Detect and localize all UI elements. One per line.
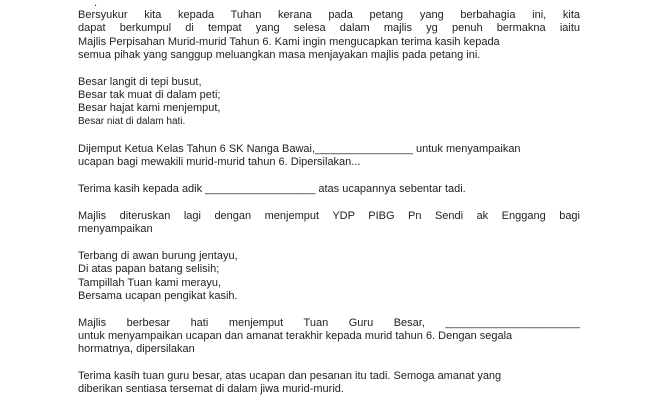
pantun-line: Terbang di awan burung jentayu, [78,250,238,262]
paragraph-line: semua pihak yang sanggup meluangkan masa menjayakan majlis pada petang ini. [78,49,481,61]
paragraph-line: Majlis diteruskan lagi dengan menjemput YDP PIBG Pn Sendi ak Enggang bagi [78,210,580,222]
paragraph-line: diberikan sentiasa tersemat di dalam jiwa murid-murid. [78,383,344,395]
pantun-line: Besar niat di dalam hati. [78,116,186,127]
paragraph-line: ucapan bagi mewakili murid-murid tahun 6. Dipersilakan... [78,156,361,168]
pantun-line: Besar hajat kami menjemput, [78,102,221,114]
paragraph-line: Dijemput Ketua Kelas Tahun 6 SK Nanga Bawai,________________ untuk menyampaikan [78,143,521,155]
pantun-line: Besar tak muat di dalam peti; [78,89,221,101]
paragraph-line: dapat berkumpul di tempat yang selesa dalam majlis yg penuh bermakna iaitu [78,22,580,34]
pantun-line: Bersama ucapan pengikat kasih. [78,290,238,302]
paragraph-line: Terima kasih kepada adik __________________ atas ucapannya sebentar tadi. [78,183,466,195]
pantun-line: Di atas papan batang selisih; [78,263,220,275]
leading-dot: . [94,0,98,9]
pantun-line: Tampillah Tuan kami merayu, [78,277,222,289]
paragraph-line: menyampaikan [78,223,153,235]
paragraph-line: Majlis berbesar hati menjemput Tuan Guru Besar, ______________________ [78,317,580,329]
paragraph-line: hormatnya, dipersilakan [78,343,195,355]
paragraph-line: Terima kasih tuan guru besar, atas ucapan dan pesanan itu tadi. Semoga amanat yang [78,370,502,382]
paragraph-line: untuk menyampaikan ucapan dan amanat terakhir kepada murid tahun 6. Dengan segala [78,330,513,342]
pantun-line: Besar langit di tepi busut, [78,76,202,88]
paragraph-line: Bersyukur kita kepada Tuhan kerana pada petang yang berbahagia ini, kita [78,9,580,21]
paragraph-line: Majlis Perpisahan Murid-murid Tahun 6. Kami ingin mengucapkan terima kasih kepada [78,36,500,48]
